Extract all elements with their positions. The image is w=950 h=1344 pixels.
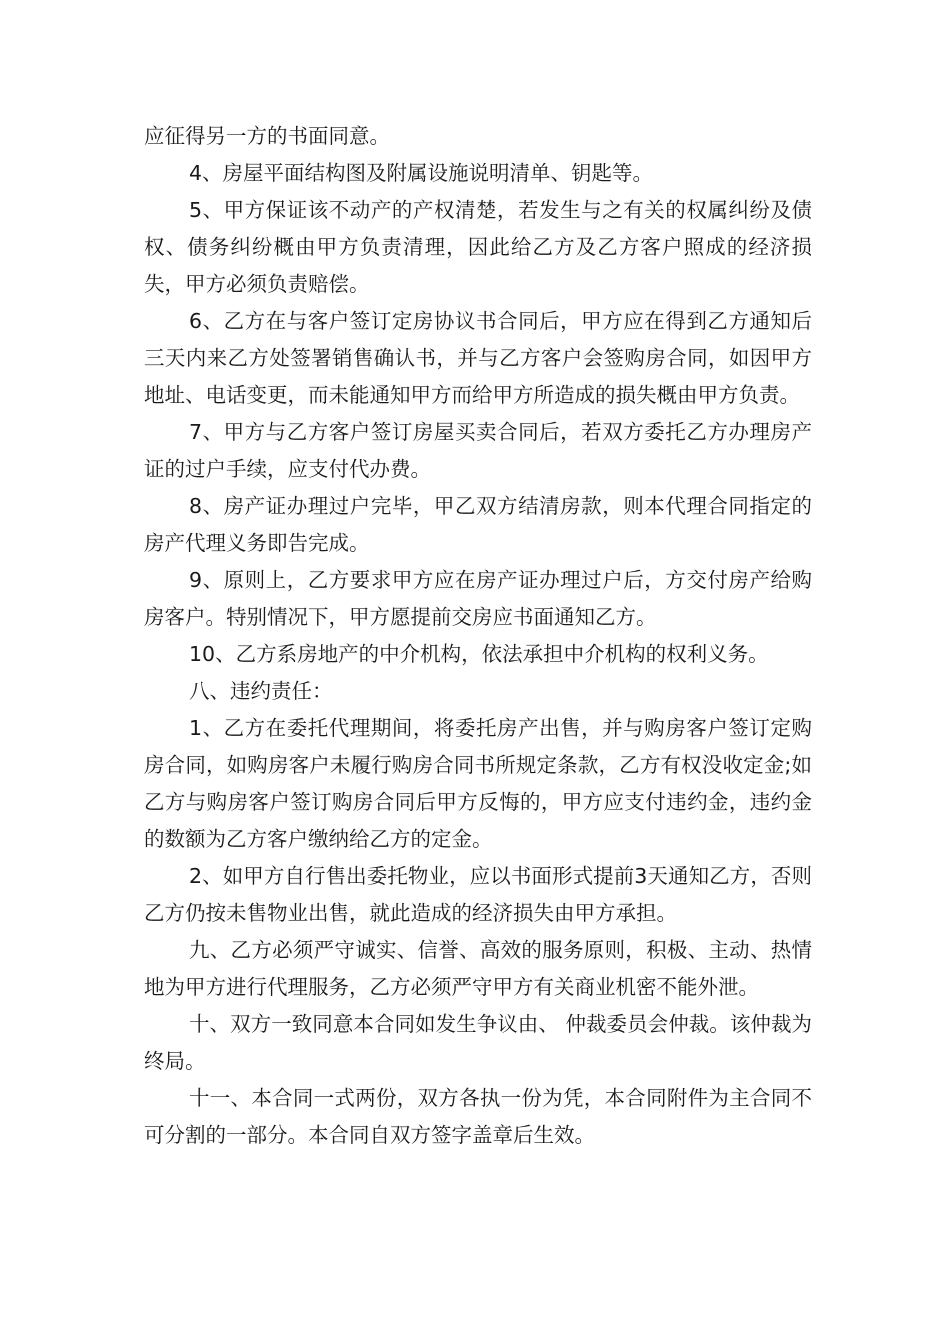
paragraph-13: 十、双方一致同意本合同如发生争议由、 仲裁委员会仲裁。该仲裁为终局。 [144,1012,812,1073]
paragraph-6: 8、房产证办理过户完毕，甲乙双方结清房款，则本代理合同指定的房产代理义务即告完成。 [144,494,812,555]
document-body [144,118,812,1154]
paragraph-8: 10、乙方系房地产的中介机构，依法承担中介机构的权利义务。 [189,642,769,666]
paragraph-7: 9、原则上，乙方要求甲方应在房产证办理过户后，方交付房产给购房客户。特别情况下，甲方愿提前交房应书面通知乙方。 [144,568,812,629]
paragraph-4: 6、乙方在与客户签订定房协议书合同后，甲方应在得到乙方通知后三天内来乙方处签署销售确认书，并与乙方客户会签购房合同，如因甲方地址、电话变更，而未能通知甲方而给甲方所造成的损失概由甲方负责。 [144,309,812,407]
paragraph-14: 十一、本合同一式两份，双方各执一份为凭，本合同附件为主合同不可分割的一部分。本合同自双方签字盖章后生效。 [144,1086,812,1147]
paragraph-12: 九、乙方必须严守诚实、信誉、高效的服务原则，积极、主动、热情地为甲方进行代理服务，乙方必须严守甲方有关商业机密不能外泄。 [144,938,812,999]
paragraph-1: 应征得另一方的书面同意。 [144,124,390,148]
paragraph-5: 7、甲方与乙方客户签订房屋买卖合同后，若双方委托乙方办理房产证的过户手续，应支付代办费。 [144,420,812,481]
paragraph-2: 4、房屋平面结构图及附属设施说明清单、钥匙等。 [189,161,654,185]
paragraph-3: 5、甲方保证该不动产的产权清楚，若发生与之有关的权属纠纷及债权、债务纠纷概由甲方负责清理，因此给乙方及乙方客户照成的经济损失，甲方必须负责赔偿。 [144,198,812,296]
paragraph-11: 2、如甲方自行售出委托物业，应以书面形式提前3天通知乙方，否则乙方仍按未售物业出售，就此造成的经济损失由甲方承担。 [144,864,812,925]
section-heading-breach: 八、违约责任： [189,679,333,703]
paragraph-10: 1、乙方在委托代理期间，将委托房产出售，并与购房客户签订定购房合同，如购房客户未履行购房合同书所规定条款，乙方有权没收定金;如乙方与购房客户签订购房合同后甲方反悔的，甲方应支付违约金，违约金的数额为乙方客户缴纳给乙方的定金。 [144,716,812,851]
